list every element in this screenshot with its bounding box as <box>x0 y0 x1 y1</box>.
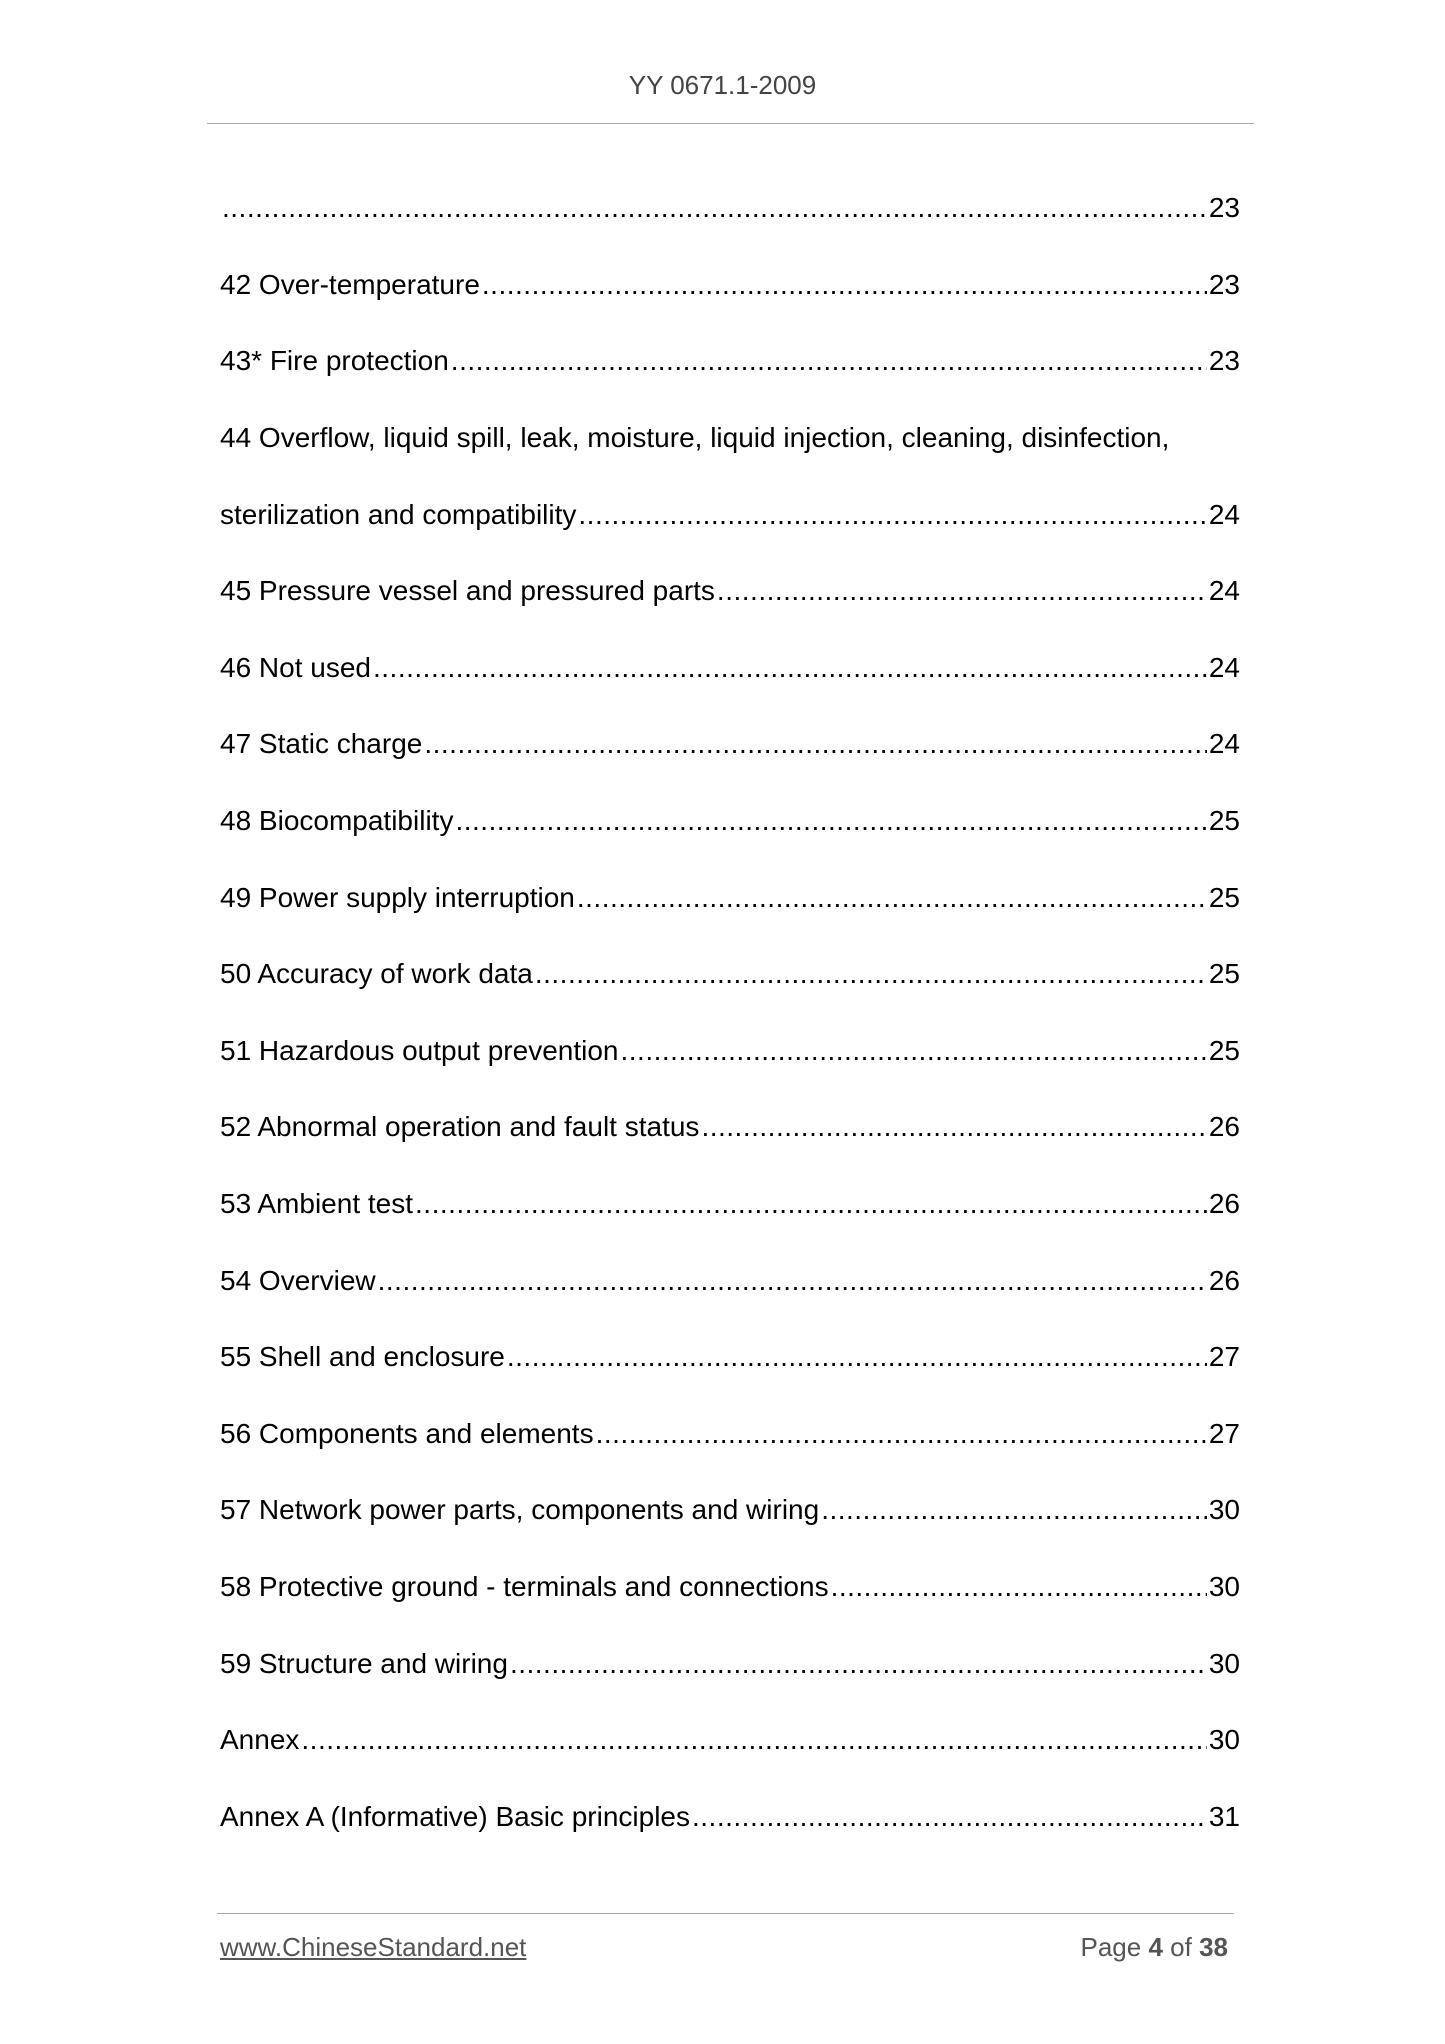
toc-entry[interactable] <box>220 783 1240 860</box>
toc-entry[interactable] <box>220 553 1240 630</box>
toc-entry[interactable] <box>220 1702 1240 1779</box>
toc-entry-title: sterilization and compatibility <box>220 498 577 530</box>
toc-entry[interactable] <box>220 1166 1240 1243</box>
page-total: 38 <box>1199 1932 1228 1962</box>
toc-entry-page: 26 <box>1208 1111 1240 1143</box>
toc-leader-dots <box>451 345 1207 377</box>
document-id-header: YY 0671.1-2009 <box>628 70 817 100</box>
toc-entry[interactable] <box>220 1089 1240 1166</box>
toc-entry-title: 52 Abnormal operation and fault status <box>220 1111 700 1143</box>
toc-entry-page: 30 <box>1208 1647 1240 1679</box>
toc-leader-dots <box>831 1571 1207 1603</box>
toc-leader-dots <box>510 1648 1207 1680</box>
toc-entry-page: 24 <box>1208 498 1240 530</box>
header-divider <box>207 123 1254 124</box>
footer-divider <box>217 1913 1234 1914</box>
footer-page-number <box>1080 1932 1228 1963</box>
toc-leader-dots <box>821 1494 1207 1526</box>
toc-leader-dots <box>455 805 1206 837</box>
toc-leader-dots <box>701 1111 1206 1143</box>
toc-entry-title: 42 Over-temperature <box>220 268 480 300</box>
toc-entry-page: 26 <box>1208 1264 1240 1296</box>
footer-site-link[interactable]: www.ChineseStandard.net <box>220 1932 527 1962</box>
toc-entry-page: 23 <box>1208 345 1240 377</box>
toc-entry-title: 50 Accuracy of work data <box>220 958 533 990</box>
toc-entry-title: 59 Structure and wiring <box>220 1647 508 1679</box>
toc-entry-page: 25 <box>1208 805 1240 837</box>
toc-entry-page: 25 <box>1208 881 1240 913</box>
toc-entry-page: 30 <box>1208 1724 1240 1756</box>
toc-entry-title: 57 Network power parts, components and wiring <box>220 1494 820 1526</box>
toc-entry-title: 46 Not used <box>220 651 371 683</box>
toc-entry[interactable] <box>220 1396 1240 1473</box>
toc-entry-page: 24 <box>1208 728 1240 760</box>
toc-entry-page: 27 <box>1208 1417 1240 1449</box>
toc-leader-dots <box>596 1418 1207 1450</box>
page-of: of <box>1170 1932 1192 1962</box>
toc-entry[interactable] <box>220 1472 1240 1549</box>
toc-entry-page: 26 <box>1208 1188 1240 1220</box>
toc-entry-title: 47 Static charge <box>220 728 423 760</box>
toc-leader-dots <box>301 1724 1206 1756</box>
toc-entry-title: 43* Fire protection <box>220 345 449 377</box>
toc-entry-title: Annex A (Informative) Basic principles <box>220 1800 690 1832</box>
toc-entry[interactable] <box>220 859 1240 936</box>
toc-entry[interactable] <box>220 1319 1240 1396</box>
page-prefix: Page <box>1080 1932 1142 1962</box>
toc-entry[interactable] <box>220 630 1240 707</box>
toc-entry[interactable] <box>220 323 1240 400</box>
toc-entry[interactable] <box>220 936 1240 1013</box>
toc-leader-dots <box>717 575 1207 607</box>
toc-entry[interactable] <box>220 400 1240 477</box>
toc-entry[interactable] <box>220 1549 1240 1626</box>
toc-entry-page: 23 <box>1208 192 1240 224</box>
toc-entry-page: 24 <box>1208 651 1240 683</box>
toc-entry[interactable] <box>220 170 1240 247</box>
toc-leader-dots <box>621 1035 1207 1067</box>
table-of-contents <box>220 170 1240 1855</box>
toc-entry-title: 53 Ambient test <box>220 1188 414 1220</box>
toc-entry-page: 25 <box>1208 1034 1240 1066</box>
toc-leader-dots <box>482 269 1207 301</box>
toc-entry-page: 23 <box>1208 268 1240 300</box>
toc-entry-page: 25 <box>1208 958 1240 990</box>
toc-leader-dots <box>415 1188 1207 1220</box>
toc-leader-dots <box>373 652 1207 684</box>
toc-entry[interactable] <box>220 247 1240 324</box>
toc-entry[interactable] <box>220 1625 1240 1702</box>
toc-entry-title: 48 Biocompatibility <box>220 805 454 837</box>
toc-entry[interactable] <box>220 1778 1240 1855</box>
toc-entry-title: 44 Overflow, liquid spill, leak, moisture, liquid injection, cleaning, disinfection, <box>220 422 1170 454</box>
toc-leader-dots <box>535 958 1207 990</box>
toc-entry[interactable] <box>220 476 1240 553</box>
toc-entry-page: 24 <box>1208 575 1240 607</box>
toc-leader-dots <box>577 882 1207 914</box>
page-current: 4 <box>1148 1932 1163 1962</box>
toc-entry-title: 55 Shell and enclosure <box>220 1341 505 1373</box>
toc-entry-title: 45 Pressure vessel and pressured parts <box>220 575 715 607</box>
toc-entry[interactable] <box>220 1013 1240 1090</box>
toc-entry[interactable] <box>220 1242 1240 1319</box>
toc-entry-title: 49 Power supply interruption <box>220 881 575 913</box>
toc-entry-title: 54 Overview <box>220 1264 376 1296</box>
toc-entry-title: Annex <box>220 1724 300 1756</box>
toc-leader-dots <box>424 728 1207 760</box>
toc-entry-title: 58 Protective ground - terminals and connections <box>220 1570 829 1602</box>
toc-entry-page: 31 <box>1208 1800 1240 1832</box>
toc-entry-title: 51 Hazardous output prevention <box>220 1034 619 1066</box>
toc-entry-title: 56 Components and elements <box>220 1417 594 1449</box>
toc-leader-dots <box>378 1265 1207 1297</box>
toc-entry-page: 27 <box>1208 1341 1240 1373</box>
toc-entry-page: 30 <box>1208 1494 1240 1526</box>
toc-entry[interactable] <box>220 706 1240 783</box>
toc-leader-dots <box>507 1341 1207 1373</box>
toc-leader-dots <box>222 192 1207 224</box>
toc-leader-dots <box>578 499 1206 531</box>
toc-entry-page: 30 <box>1208 1570 1240 1602</box>
toc-leader-dots <box>692 1801 1207 1833</box>
